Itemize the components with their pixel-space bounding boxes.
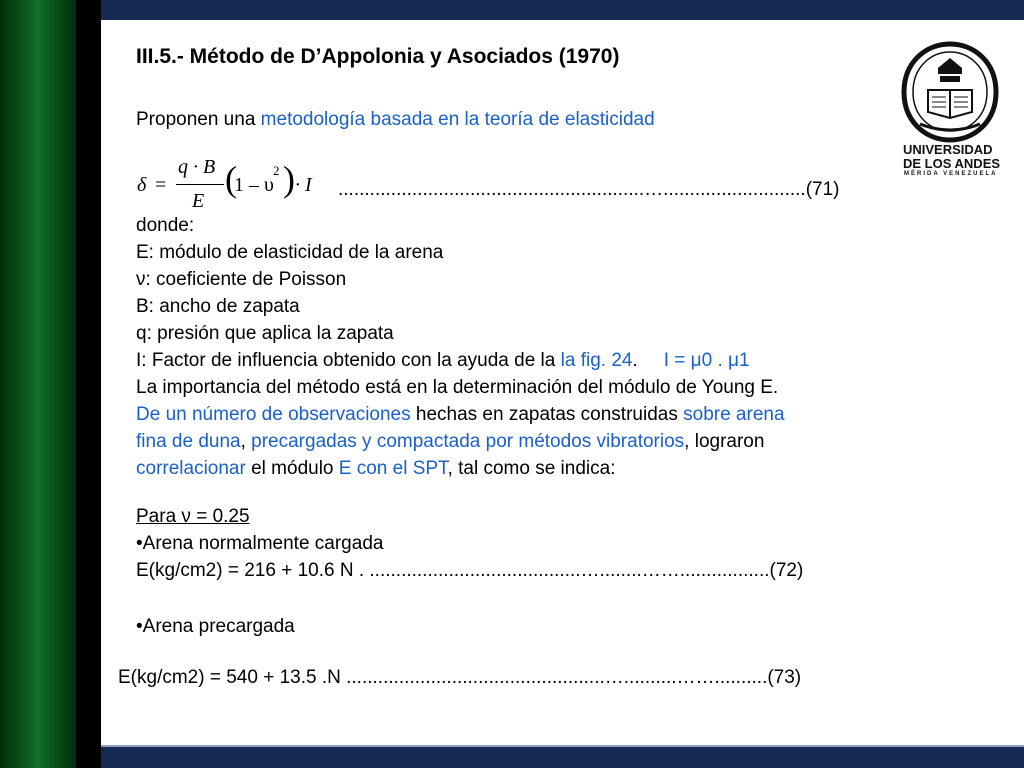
decorative-top-band: [101, 0, 1024, 20]
def-I-prefix: I: Factor de influencia obtenido con la ayuda de la: [136, 350, 561, 371]
para-text: hechas en zapatas construidas: [410, 404, 684, 425]
case-normal-equation: E(kg/cm2) = 216 + 10.6 N . ........................................…........…….................(72): [136, 560, 804, 581]
paragraph-line-2: [136, 404, 785, 426]
decorative-bottom-band: [101, 747, 1024, 768]
eq-dot-I: · I: [295, 174, 312, 196]
eq-denominator: E: [192, 190, 205, 212]
eq-one-minus-nu: 1 – υ: [234, 174, 274, 196]
intro-prefix: Proponen una: [136, 109, 261, 130]
def-nu: ν: coeficiente de Poisson: [136, 269, 347, 290]
eq-left-paren: (: [225, 159, 237, 199]
eq-numerator: q · B: [178, 156, 216, 178]
case-pre-label: •Arena precargada: [136, 616, 295, 637]
slide-title: III.5.- Método de D’Appolonia y Asociados (1970): [136, 45, 620, 68]
eq-right-paren: ): [283, 159, 295, 199]
para-text: , lograron: [684, 431, 765, 452]
para-highlight-observaciones: De un número de observaciones: [136, 404, 411, 425]
eq-fraction-bar: [176, 184, 224, 185]
para-highlight-correlacionar: correlacionar: [136, 458, 246, 479]
def-B: B: ancho de zapata: [136, 296, 300, 317]
def-donde: donde:: [136, 215, 195, 236]
decorative-black-strip: [76, 0, 101, 768]
university-seal-icon: [900, 40, 1000, 144]
eq-dots-reference: ..........................................................…...........................(71): [338, 179, 840, 200]
def-q: q: presión que aplica la zapata: [136, 323, 394, 344]
case-normal-label: •Arena normalmente cargada: [136, 533, 384, 554]
fig-24-link[interactable]: la fig. 24: [560, 350, 633, 371]
logo-line-2: DE LOS ANDES: [903, 156, 1001, 171]
eq-equals: =: [155, 174, 167, 196]
para-highlight-precargadas: precargadas y compactada por métodos vibratorios: [251, 431, 685, 452]
para-highlight-spt: E con el SPT: [338, 458, 448, 479]
logo-line-1: UNIVERSIDAD: [903, 142, 993, 157]
case-para-nu: Para ν = 0.25: [136, 506, 250, 527]
para-text: , tal como se indica:: [447, 458, 616, 479]
eq-delta: δ: [137, 174, 147, 196]
def-I-range: I = μ0 . μ1: [663, 350, 750, 371]
paragraph-line-4: [136, 458, 615, 480]
intro-text: [136, 109, 655, 131]
para-text: ,: [240, 431, 252, 452]
intro-highlight: metodología basada en la teoría de elasticidad: [260, 109, 655, 130]
def-I-period: .: [632, 350, 638, 371]
decorative-green-bar: [0, 0, 76, 768]
para-text: el módulo: [245, 458, 339, 479]
logo-line-3: MÉRIDA VENEZUELA: [904, 171, 998, 177]
def-I: [136, 350, 750, 372]
case-pre-equation: E(kg/cm2) = 540 + 13.5 .N .................................................…..........……..........(73): [118, 667, 802, 688]
def-E: E: módulo de elasticidad de la arena: [136, 242, 444, 263]
paragraph-line-3: [136, 431, 764, 453]
para-highlight-duna: fina de duna: [136, 431, 241, 452]
para-highlight-sobre-arena: sobre arena: [683, 404, 785, 425]
paragraph-line-1: La importancia del método está en la determinación del módulo de Young E.: [136, 377, 779, 398]
eq-exponent: 2: [273, 163, 280, 178]
